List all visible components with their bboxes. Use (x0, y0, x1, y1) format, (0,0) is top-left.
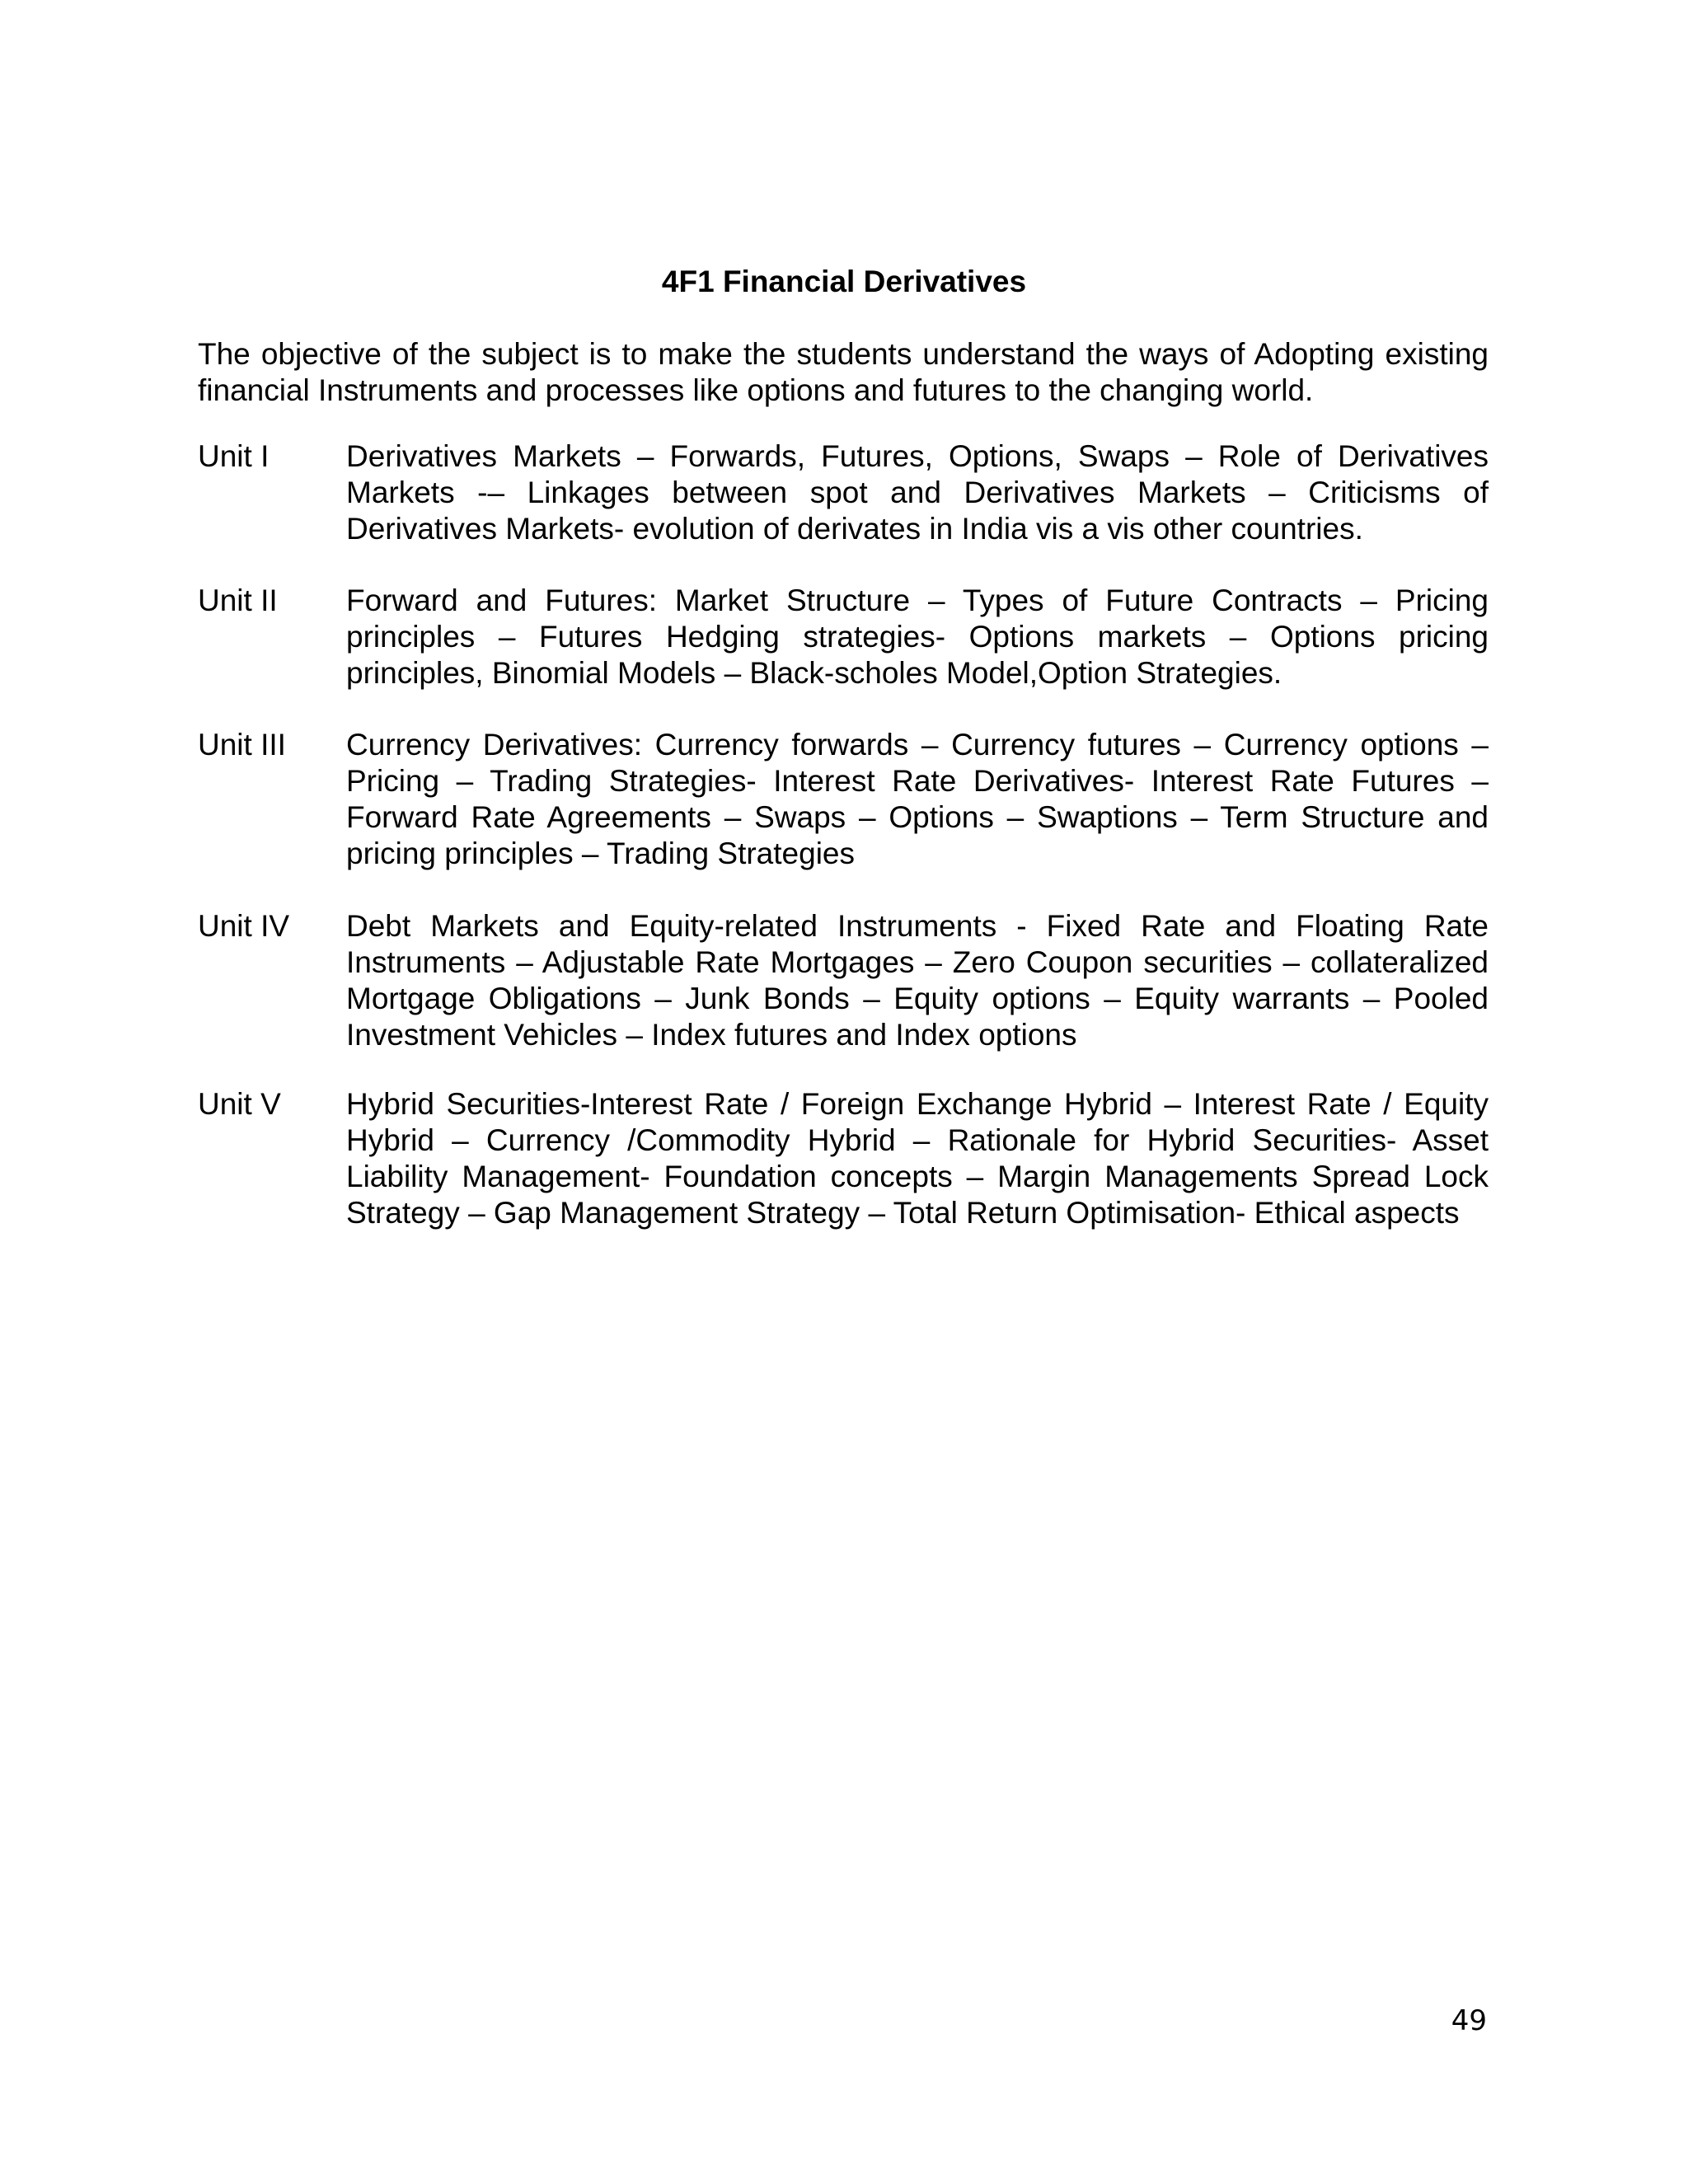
unit-4-label: Unit IV (198, 909, 290, 943)
page-number: 49 (1451, 2004, 1487, 2037)
unit-3-text: Currency Derivatives: Currency forwards – Currency futures – Currency options – Pricing – Trading Strategies- Interest Rate Derivatives- Interest Rate Futures – Forward Rate Agreements – Swaps – Options – Swaptions – Term Structure and pricing principles – Trading Strategies (346, 728, 1489, 870)
unit-5-text: Hybrid Securities-Interest Rate / Foreign Exchange Hybrid – Interest Rate / Equity Hybrid – Currency /Commodity Hybrid – Rationale for Hybrid Securities- Asset Liability Management- Foundation concepts – Margin Managements Spread Lock Strategy – Gap Management Strategy – Total Return Optimisation- Ethical aspects (346, 1087, 1489, 1230)
unit-2-label: Unit II (198, 583, 278, 617)
unit-3-label: Unit III (198, 728, 286, 762)
objective-paragraph: The objective of the subject is to make the students understand the ways of Adopting existing financial Instruments and processes like options and futures to the changing world. (198, 337, 1489, 407)
unit-1-text: Derivatives Markets – Forwards, Futures, Options, Swaps – Role of Derivatives Markets -– Linkages between spot and Derivatives Markets – Criticisms of Derivatives Markets- evolution of derivates in India vis a vis other countries. (346, 439, 1489, 546)
unit-1-label: Unit I (198, 439, 270, 473)
unit-5-label: Unit V (198, 1087, 281, 1121)
unit-2-text: Forward and Futures: Market Structure – Types of Future Contracts – Pricing principles – Futures Hedging strategies- Options markets – Options pricing principles, Binomial Models – Black-scholes Model,Option Strategies. (346, 583, 1489, 690)
document-title: 4F1 Financial Derivatives (661, 265, 1027, 298)
unit-4-text: Debt Markets and Equity-related Instruments - Fixed Rate and Floating Rate Instruments – Adjustable Rate Mortgages – Zero Coupon securities – collateralized Mortgage Obligations – Junk Bonds – Equity options – Equity warrants – Pooled Investment Vehicles – Index futures and Index options (346, 909, 1489, 1052)
